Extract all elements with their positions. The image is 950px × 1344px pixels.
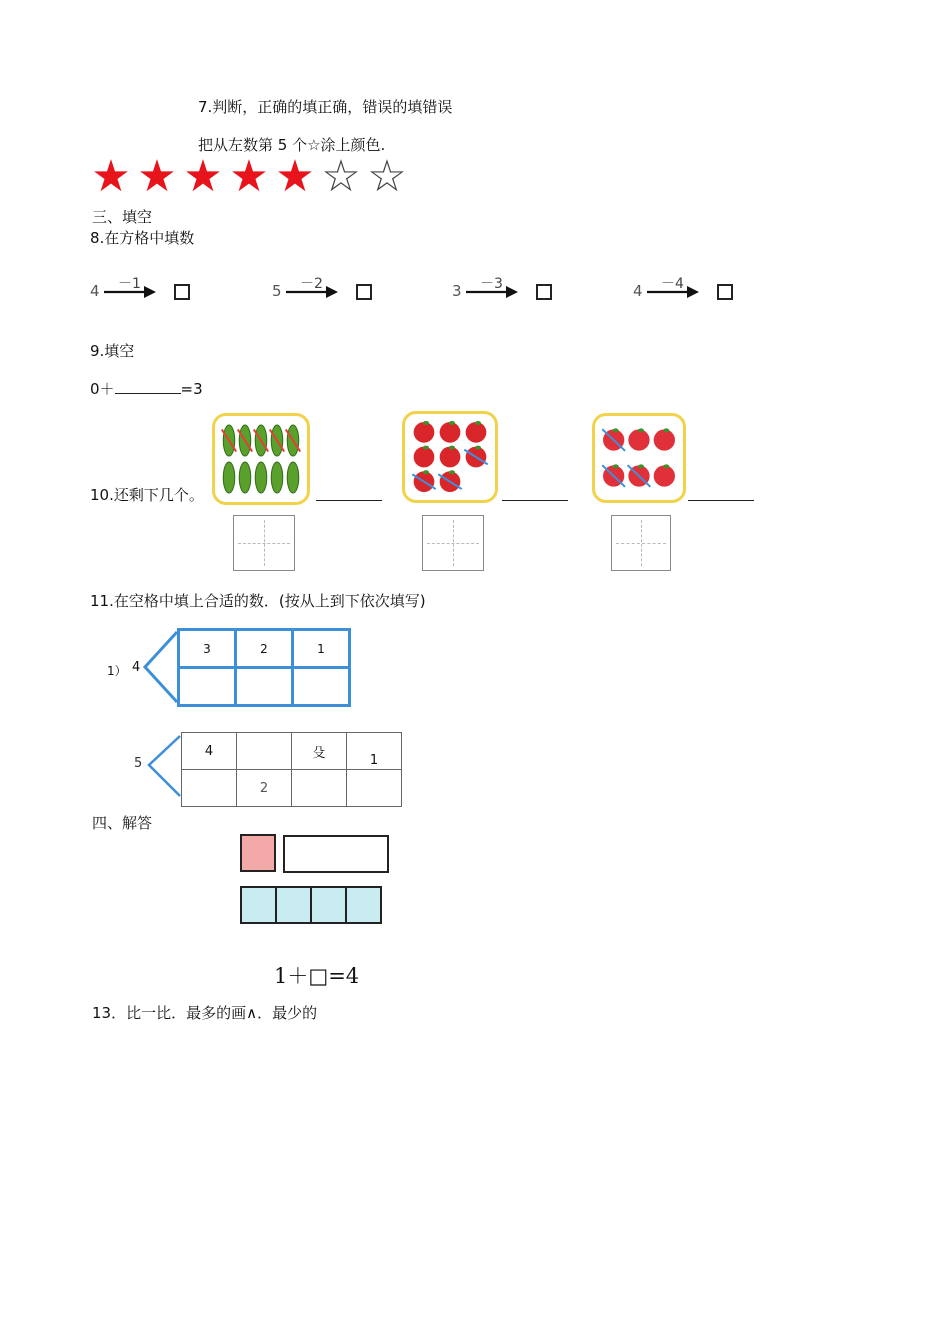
q11-part1-bottom-1[interactable] xyxy=(179,668,236,706)
q10-answer-blank-3[interactable] xyxy=(688,486,754,501)
q11-part2-grid xyxy=(181,732,402,807)
q8-operation: －4 xyxy=(661,276,684,292)
q8-start-number: 4 xyxy=(633,282,643,300)
q11-part1-bottom-2[interactable] xyxy=(236,668,293,706)
empty-answer-rectangle[interactable] xyxy=(283,835,389,873)
pink-unit-square xyxy=(240,834,276,872)
blue-unit-square xyxy=(275,886,312,924)
q8-start-number: 4 xyxy=(90,282,100,300)
blue-square-row xyxy=(240,886,382,924)
q8-operation: －2 xyxy=(300,276,323,292)
filled-star-icon: ★ xyxy=(183,151,223,202)
filled-star-icon: ★ xyxy=(229,151,269,202)
q9-answer-blank[interactable] xyxy=(115,379,181,394)
q8-start-number: 3 xyxy=(452,282,462,300)
blue-unit-square xyxy=(310,886,347,924)
q11-part2-top-3: 殳 xyxy=(292,733,347,770)
q10-title: 10.还剩下几个。 xyxy=(90,486,204,504)
q10-answer-blank-2[interactable] xyxy=(502,486,568,501)
arrow-right-icon xyxy=(647,286,699,298)
q11-part2-bottom-4[interactable] xyxy=(347,770,402,807)
q9-right: =3 xyxy=(180,380,203,398)
q10-tile-cucumber xyxy=(212,413,310,505)
q9-left: 0＋ xyxy=(90,380,115,398)
q10-answer-box-2[interactable] xyxy=(422,515,484,571)
q8-operation: －1 xyxy=(118,276,141,292)
q8-title: 8.在方格中填数 xyxy=(90,229,195,247)
q8-answer-square[interactable] xyxy=(536,284,552,300)
filled-star-icon: ★ xyxy=(275,151,315,202)
q11-part1-number: 4 xyxy=(132,660,141,675)
q11-part2-split-bracket xyxy=(144,734,184,798)
apple-icon xyxy=(405,414,495,500)
blue-unit-square xyxy=(345,886,382,924)
star-row xyxy=(88,152,410,202)
q11-title: 11.在空格中填上合适的数．(按从上到下依次填写) xyxy=(90,592,426,610)
q10-answer-blank-1[interactable] xyxy=(316,486,382,501)
q11-part2-bottom-3[interactable] xyxy=(292,770,347,807)
q11-part2-bottom-1[interactable] xyxy=(182,770,237,807)
section-3-heading: 三、填空 xyxy=(92,208,153,226)
q10-answer-box-1[interactable] xyxy=(233,515,295,571)
q11-part1-top-1: 3 xyxy=(179,630,236,668)
q11-part2-bottom-2: 2 xyxy=(237,770,292,807)
q11-part1-split-bracket xyxy=(140,630,180,704)
q11-part2-top-1: 4 xyxy=(182,733,237,770)
blue-unit-square xyxy=(240,886,277,924)
q9-title: 9.填空 xyxy=(90,342,135,360)
cucumber-icon xyxy=(215,416,307,502)
q7-title: 7.判断，正确的填正确，错误的填错误 xyxy=(198,98,453,116)
q11-part2-top-2[interactable] xyxy=(237,733,292,770)
q8-answer-square[interactable] xyxy=(717,284,733,300)
q8-answer-square[interactable] xyxy=(174,284,190,300)
q11-part1-label: 1） xyxy=(107,664,127,678)
arrow-right-icon xyxy=(466,286,518,298)
q8-operation: －3 xyxy=(480,276,503,292)
section4-equation: 1＋□=4 xyxy=(274,964,360,988)
q8-answer-square[interactable] xyxy=(356,284,372,300)
q10-answer-box-3[interactable] xyxy=(611,515,671,571)
arrow-right-icon xyxy=(104,286,156,298)
strawberry-icon xyxy=(595,416,683,500)
q11-part1-grid xyxy=(177,628,351,707)
filled-star-icon: ★ xyxy=(91,151,131,202)
q11-part1-top-3: 1 xyxy=(293,630,350,668)
q11-part1-top-2: 2 xyxy=(236,630,293,668)
filled-star-icon: ★ xyxy=(137,151,177,202)
q10-tile-apple xyxy=(402,411,498,503)
outline-star-icon[interactable]: ☆ xyxy=(367,151,407,202)
q13-title: 13．比一比．最多的画∧．最少的 xyxy=(92,1004,318,1022)
section-4-heading: 四、解答 xyxy=(92,814,153,832)
q11-part1-bottom-3[interactable] xyxy=(293,668,350,706)
q11-part2-top-4: 1 xyxy=(347,733,402,770)
q10-tile-strawberry xyxy=(592,413,686,503)
q11-part2-number: 5 xyxy=(134,756,143,771)
outline-star-icon[interactable]: ☆ xyxy=(321,151,361,202)
q7-instruction: 把从左数第 5 个☆涂上颜色. xyxy=(198,136,386,154)
q9-equation xyxy=(90,378,203,399)
q8-start-number: 5 xyxy=(272,282,282,300)
arrow-right-icon xyxy=(286,286,338,298)
